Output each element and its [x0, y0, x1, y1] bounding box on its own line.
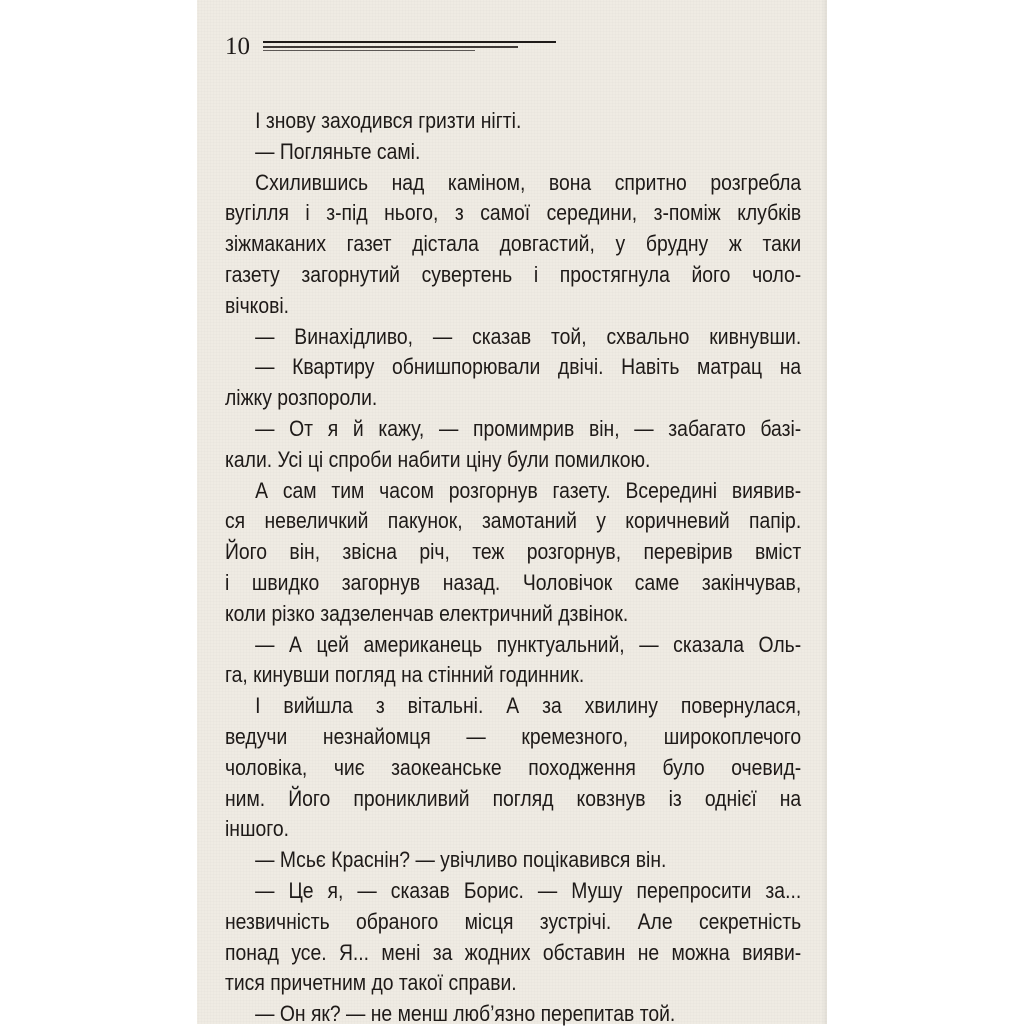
page-number: 10	[225, 33, 250, 60]
text-line: газету загорнутий сувертень і простягнула його чоло-	[225, 261, 802, 287]
text-line: Його він, звісна річ, теж розгорнув, перевірив вміст	[225, 539, 802, 565]
text-line: коли різко задзеленчав електричний дзвінок.	[225, 600, 629, 626]
body-text	[225, 106, 801, 1030]
text-line: іншого.	[225, 816, 290, 842]
text-line: зіжмаканих газет дістала довгастий, у брудну ж таки	[225, 231, 802, 257]
text-line: ся невеличкий пакунок, замотаний у коричневий папір.	[225, 508, 802, 534]
text-line: вічкові.	[225, 292, 290, 318]
text-line: І знову заходився гризти нігті.	[255, 108, 522, 133]
header-rule-line	[263, 46, 518, 48]
text-line: і швидко загорнув назад. Чоловічок саме закінчував,	[225, 569, 802, 595]
header-rule-line	[263, 41, 556, 43]
text-line: га, кинувши погляд на стінний годинник.	[225, 662, 585, 688]
text-line: вугілля і з-під нього, з самої середини, з-поміж клубків	[225, 200, 802, 226]
text-line: незвичність обраного місця зустрічі. Але секретність	[225, 908, 802, 934]
running-header	[225, 32, 545, 62]
text-line: — Погляньте самі.	[255, 138, 421, 164]
text-line: понад усе. Я... мені за жодних обставин не можна вияви-	[225, 939, 802, 965]
book-page	[197, 0, 827, 1027]
text-line: Схилившись над каміном, вона спритно розгребла	[255, 169, 802, 195]
text-line: — Винахідливо, — сказав той, схвально кивнувши.	[255, 323, 802, 349]
text-line: ведучи незнайомця — кремезного, широкоплечого	[225, 723, 802, 749]
text-line: кали. Усі ці спроби набити ціну були помилкою.	[225, 446, 651, 472]
text-line: чоловіка, чиє заокеанське походження було очевид-	[225, 754, 802, 780]
text-line: тися причетним до такої справи.	[225, 970, 517, 996]
text-line: — Он як? — не менш люб’язно перепитав той.	[255, 1001, 676, 1027]
text-line: І вийшла з вітальні. А за хвилину повернулася,	[255, 693, 802, 719]
text-line: ліжку розпороли.	[225, 385, 378, 411]
header-rule-line	[263, 50, 475, 51]
text-line: — А цей американець пунктуальний, — сказала Оль-	[255, 631, 802, 657]
text-line: ним. Його проникливий погляд ковзнув із однієї на	[225, 785, 802, 811]
text-line: А сам тим часом розгорнув газету. Всередині виявив-	[255, 477, 802, 503]
text-line: — От я й кажу, — промимрив він, — забагато базі-	[255, 415, 802, 441]
text-line: — Квартиру обнишпорювали двічі. Навіть матрац на	[255, 354, 802, 380]
text-line: — Це я, — сказав Борис. — Мушу перепросити за...	[255, 877, 802, 903]
page-edge-shadow	[821, 0, 827, 1024]
text-line: — Мсьє Краснін? — увічливо поцікавився він.	[255, 847, 667, 873]
